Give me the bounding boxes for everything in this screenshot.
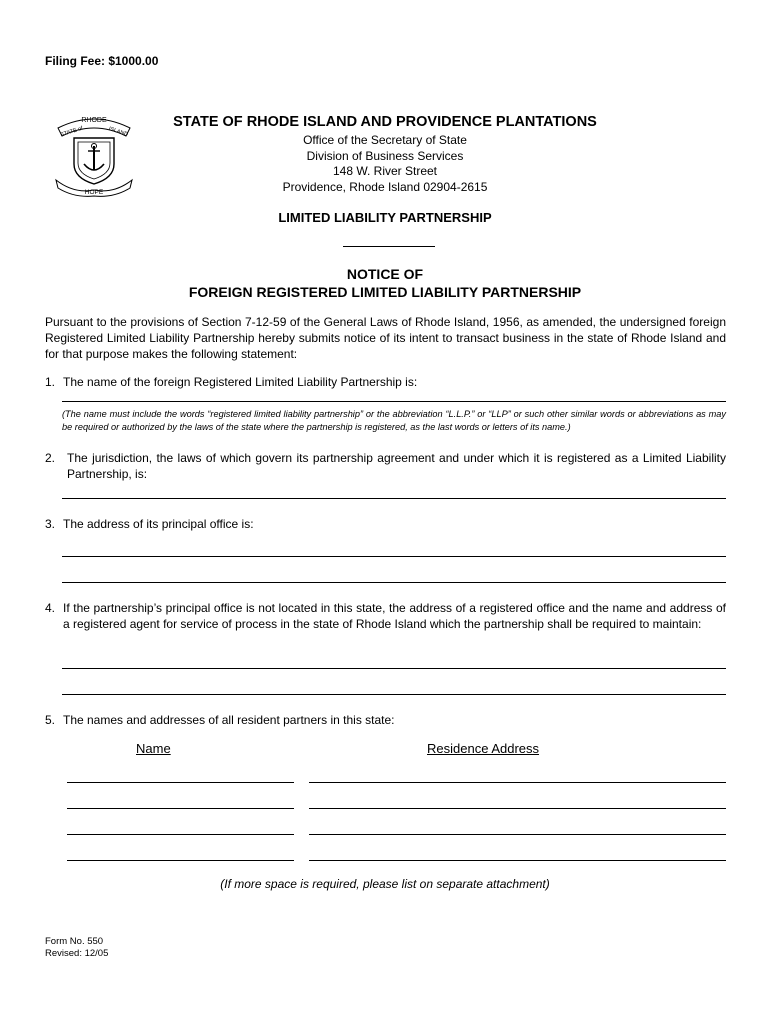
state-seal-logo: [50, 106, 138, 198]
registered-agent-field-line-1[interactable]: [62, 668, 726, 669]
notice-line-2: FOREIGN REGISTERED LIMITED LIABILITY PARTNERSHIP: [188, 284, 582, 300]
principal-office-field-line-2[interactable]: [62, 582, 726, 583]
filing-fee: Filing Fee: $1000.00: [45, 54, 159, 68]
partner-address-field[interactable]: [309, 808, 726, 809]
form-number: Form No. 550: [45, 936, 104, 947]
item-number: 1.: [45, 375, 56, 389]
item-5: [45, 712, 726, 728]
item-1: [45, 374, 726, 390]
intro-paragraph: Pursuant to the provisions of Section 7-12-59 of the General Laws of Rhode Island, 1956, as amended, the undersigned foreign Registered Limited Liability Partnership hereby submits notice of its intent to transact business in the state of Rhode Island and for that purpose makes the following statement:: [45, 315, 726, 361]
seal-right-text: ISLAND: [107, 126, 129, 138]
name-column-header: Name: [136, 741, 171, 756]
state-title: STATE OF RHODE ISLAND AND PROVIDENCE PLANTATIONS: [173, 114, 597, 130]
item-text: The names and addresses of all resident partners in this state:: [63, 713, 395, 727]
partner-name-field[interactable]: [67, 808, 294, 809]
registered-agent-field-line-2[interactable]: [62, 694, 726, 695]
item-text: The address of its principal office is:: [63, 517, 254, 531]
attachment-note: (If more space is required, please list on separate attachment): [220, 877, 550, 891]
item-number: 2.: [45, 451, 56, 465]
office-line: Division of Business Services: [306, 148, 464, 163]
item-number: 4.: [45, 601, 56, 615]
item-text: The name of the foreign Registered Limited Liability Partnership is:: [63, 375, 418, 389]
notice-title: [150, 265, 620, 301]
partner-name-field[interactable]: [67, 834, 294, 835]
jurisdiction-field[interactable]: [62, 498, 726, 499]
form-footer: [45, 936, 108, 960]
partner-name-field[interactable]: [67, 860, 294, 861]
office-line: Providence, Rhode Island 02904-2615: [282, 179, 488, 194]
seal-left-text: STATE of: [59, 125, 84, 139]
address-column-header: Residence Address: [427, 741, 540, 756]
form-type-title: LIMITED LIABILITY PARTNERSHIP: [278, 210, 492, 225]
item-3: [45, 516, 726, 532]
office-line: 148 W. River Street: [332, 164, 438, 178]
notice-line-1: NOTICE OF: [346, 266, 424, 282]
item-text: The jurisdiction, the laws of which govern its partnership agreement and under which it is registered as a Limited Liability Partnership, is:: [67, 451, 726, 481]
item-number: 5.: [45, 713, 56, 727]
seal-top-text: RHODE: [81, 117, 107, 124]
title-divider: [343, 246, 435, 247]
partner-address-field[interactable]: [309, 834, 726, 835]
item-2: [45, 450, 726, 482]
item-number: 3.: [45, 517, 56, 531]
principal-office-field-line-1[interactable]: [62, 556, 726, 557]
office-address: [150, 133, 620, 195]
partner-name-field[interactable]: [67, 782, 294, 783]
partnership-name-field[interactable]: [62, 401, 726, 402]
partner-address-field[interactable]: [309, 782, 726, 783]
item-text: If the partnership’s principal office is not located in this state, the address of a registered office and the name and address of a registered agent for service of process in the state of Rhode Island which the partnership shall be required to maintain:: [63, 601, 726, 631]
item-4: [45, 600, 726, 648]
item-1-note: (The name must include the words “registered limited liability partnership” or the abbreviation “L.L.P.” or “LLP” or such other similar words or abbreviations as may be required or authorized by the laws of the state where the partnership is registered, as the last words or letters of its name.): [62, 409, 726, 432]
partner-address-field[interactable]: [309, 860, 726, 861]
revision-date: Revised: 12/05: [45, 948, 109, 959]
seal-bottom-text: HOPE: [84, 189, 104, 196]
office-line: Office of the Secretary of State: [303, 133, 467, 147]
